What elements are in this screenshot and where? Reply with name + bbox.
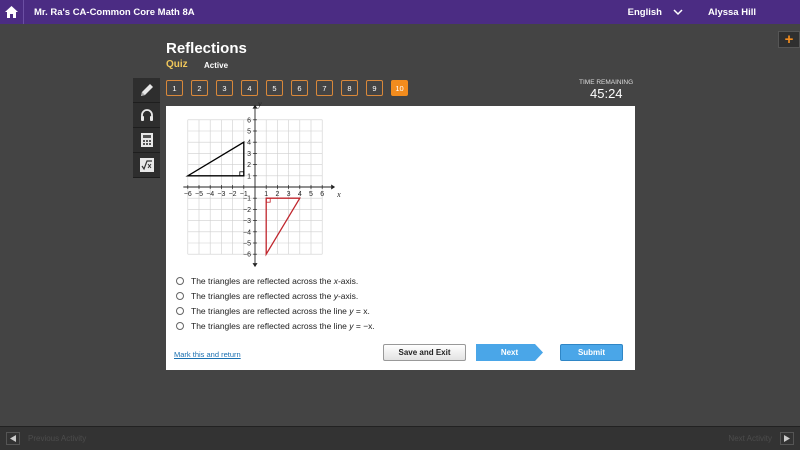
radio-button[interactable] bbox=[176, 277, 184, 285]
y-tick-label: 3 bbox=[247, 150, 251, 158]
timer-label: TIME REMAINING bbox=[579, 79, 634, 86]
next-button[interactable] bbox=[476, 344, 543, 361]
answer-choice-4[interactable] bbox=[176, 318, 375, 333]
formula-sheet-icon bbox=[139, 157, 155, 173]
previous-activity-label[interactable]: Previous Activity bbox=[28, 434, 87, 443]
x-tick-label: 6 bbox=[320, 191, 325, 198]
x-tick-label: −1 bbox=[239, 191, 248, 198]
x-tick-label: 4 bbox=[297, 191, 302, 198]
chevron-down-icon bbox=[674, 10, 682, 15]
next-button-label: Next bbox=[500, 348, 519, 357]
mark-and-return-link[interactable]: Mark this and return bbox=[174, 350, 241, 359]
headphones-icon bbox=[139, 107, 155, 123]
y-tick-label: 4 bbox=[247, 139, 251, 147]
y-axis-label: y bbox=[258, 99, 262, 109]
audio-tool-button[interactable] bbox=[133, 103, 160, 128]
x-tick-label: 3 bbox=[286, 191, 291, 198]
question-navigation bbox=[166, 80, 408, 96]
answer-text-part: = x. bbox=[353, 305, 370, 316]
answer-variable: y bbox=[333, 290, 338, 301]
user-name[interactable]: Alyssa Hill bbox=[707, 6, 756, 18]
answer-choice-text bbox=[191, 306, 370, 316]
answer-choice-1[interactable] bbox=[176, 273, 375, 288]
submit-button[interactable]: Submit bbox=[560, 344, 623, 361]
next-activity-label[interactable]: Next Activity bbox=[728, 434, 772, 443]
y-axis-arrow-bottom bbox=[253, 263, 258, 267]
x-tick-label: 1 bbox=[264, 191, 269, 198]
question-7-button[interactable]: 7 bbox=[316, 80, 333, 96]
timer-value: 45:24 bbox=[590, 86, 623, 101]
y-tick-label: −3 bbox=[243, 218, 251, 226]
question-8-button[interactable]: 8 bbox=[341, 80, 358, 96]
next-activity-button[interactable] bbox=[780, 432, 794, 445]
save-and-exit-button[interactable]: Save and Exit bbox=[383, 344, 466, 361]
answer-variable: x bbox=[333, 275, 338, 286]
answer-choice-3[interactable] bbox=[176, 303, 375, 318]
y-tick-label: −1 bbox=[243, 195, 251, 203]
y-tick-label: 6 bbox=[247, 117, 251, 125]
pencil-icon bbox=[139, 82, 155, 98]
black-triangle bbox=[188, 142, 244, 176]
x-tick-label: −4 bbox=[206, 191, 215, 198]
language-label: English bbox=[627, 6, 662, 18]
expand-panel-button[interactable] bbox=[778, 31, 800, 48]
question-10-button[interactable]: 10 bbox=[391, 80, 408, 96]
answer-text-part: -axis. bbox=[337, 275, 359, 286]
y-tick-label: −5 bbox=[243, 240, 251, 248]
question-9-button[interactable]: 9 bbox=[366, 80, 383, 96]
answer-text-part: The triangles are reflected across the line bbox=[191, 305, 350, 316]
y-tick-label: −2 bbox=[243, 206, 251, 214]
x-tick-label: −6 bbox=[183, 191, 192, 198]
calculator-icon bbox=[140, 132, 154, 148]
x-tick-label: 2 bbox=[275, 191, 280, 198]
x-tick-label: 5 bbox=[309, 191, 313, 198]
bottom-bar bbox=[0, 426, 800, 450]
question-2-button[interactable]: 2 bbox=[191, 80, 208, 96]
question-1-button[interactable]: 1 bbox=[166, 80, 183, 96]
pencil-tool-button[interactable] bbox=[133, 78, 160, 103]
question-4-button[interactable]: 4 bbox=[241, 80, 258, 96]
radio-button[interactable] bbox=[176, 292, 184, 300]
activity-type: Quiz bbox=[166, 59, 188, 70]
question-panel bbox=[166, 99, 635, 370]
radio-button[interactable] bbox=[176, 322, 184, 330]
answer-choice-2[interactable] bbox=[176, 288, 375, 303]
home-icon bbox=[5, 6, 18, 18]
plus-icon: + bbox=[784, 31, 794, 48]
y-axis-arrow bbox=[253, 105, 258, 109]
previous-activity-button[interactable] bbox=[6, 432, 20, 445]
answer-variable: y bbox=[349, 320, 354, 331]
x-axis-label: x bbox=[337, 190, 341, 199]
answer-choice-text bbox=[191, 321, 375, 331]
status-badge: Active bbox=[204, 61, 229, 70]
course-title: Mr. Ra's CA-Common Core Math 8A bbox=[34, 6, 195, 18]
answer-choices bbox=[176, 273, 375, 333]
y-tick-label: 1 bbox=[247, 173, 251, 181]
answer-choice-text bbox=[191, 291, 358, 301]
language-select[interactable] bbox=[628, 7, 682, 18]
arrow-left-icon bbox=[10, 435, 16, 442]
arrow-right-icon bbox=[784, 435, 790, 442]
page-title: Reflections bbox=[166, 40, 247, 57]
question-3-button[interactable]: 3 bbox=[216, 80, 233, 96]
formula-tool-button[interactable] bbox=[133, 153, 160, 178]
question-6-button[interactable]: 6 bbox=[291, 80, 308, 96]
home-button[interactable] bbox=[0, 0, 24, 24]
red-triangle bbox=[266, 198, 300, 254]
radio-button[interactable] bbox=[176, 307, 184, 315]
y-tick-label: −4 bbox=[243, 229, 251, 237]
x-axis-arrow bbox=[331, 185, 335, 190]
y-tick-label: −6 bbox=[243, 251, 251, 259]
question-5-button[interactable]: 5 bbox=[266, 80, 283, 96]
coordinate-graph bbox=[183, 99, 344, 262]
answer-text-part: The triangles are reflected across the line bbox=[191, 320, 350, 331]
y-tick-label: 5 bbox=[247, 128, 251, 136]
answer-text-part: The triangles are reflected across the bbox=[191, 275, 334, 286]
x-tick-label: −5 bbox=[195, 191, 203, 198]
answer-text-part: = −x. bbox=[353, 320, 375, 331]
x-tick-label: −3 bbox=[217, 191, 226, 198]
x-tick-label: −2 bbox=[228, 191, 237, 198]
answer-text-part: -axis. bbox=[337, 290, 359, 301]
top-bar bbox=[0, 0, 800, 24]
answer-choice-text bbox=[191, 276, 358, 286]
calculator-tool-button[interactable] bbox=[133, 128, 160, 153]
y-tick-label: 2 bbox=[247, 162, 251, 170]
answer-variable: y bbox=[349, 305, 354, 316]
answer-text-part: The triangles are reflected across the bbox=[191, 290, 334, 301]
tools-sidebar bbox=[133, 78, 160, 178]
